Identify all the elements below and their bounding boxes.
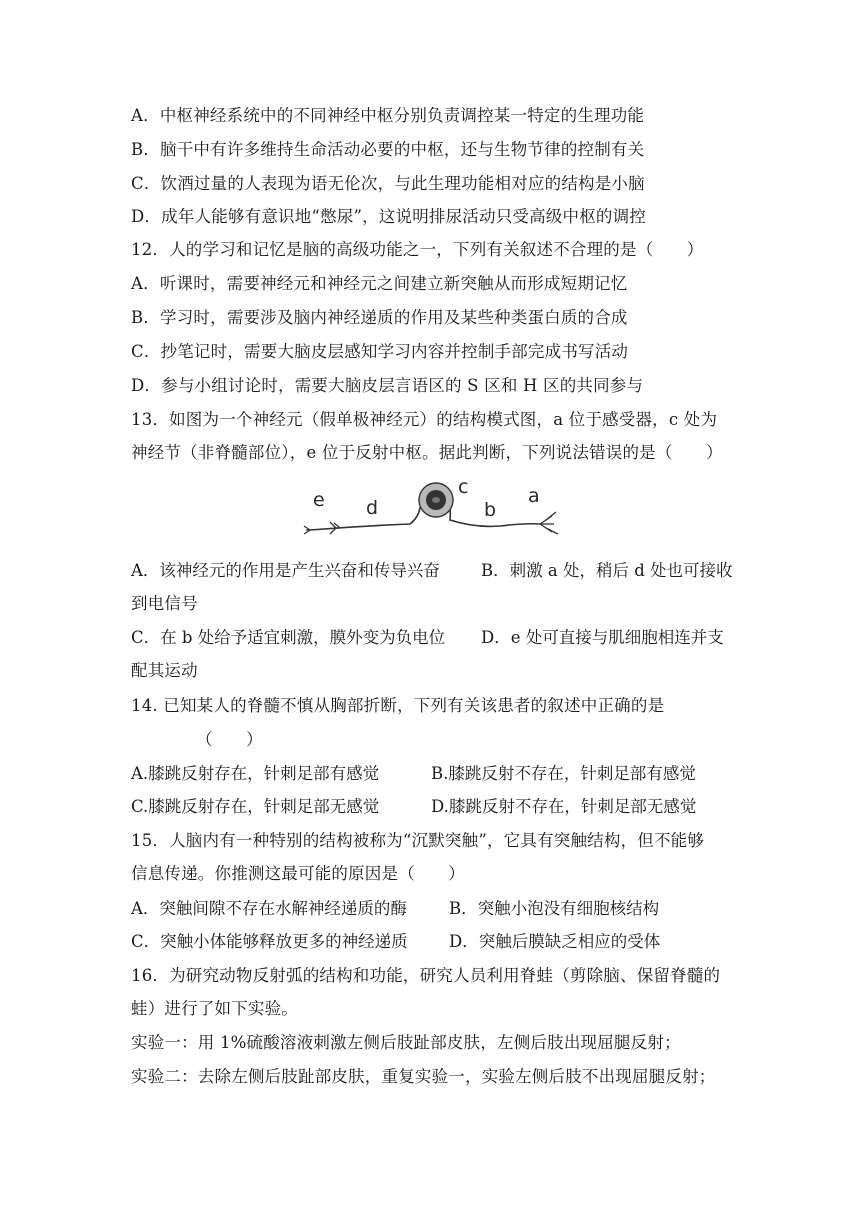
q15-option-a: A．突触间隙不存在水解神经递质的酶 bbox=[131, 899, 407, 918]
q15-row-cd bbox=[131, 932, 731, 952]
q16-stem-line1: 16．为研究动物反射弧的结构和功能，研究人员利用脊蛙（剪除脑、保留脊髓的 bbox=[131, 966, 721, 985]
q13-row-ab bbox=[131, 561, 731, 581]
q15-stem-line2: 信息传递。你推测这最可能的原因是（ ） bbox=[131, 864, 465, 883]
q15-option-b: B．突触小泡没有细胞核结构 bbox=[449, 899, 660, 918]
q15-stem-line1: 15．人脑内有一种特别的结构被称为“沉默突触”，它具有突触结构，但不能够 bbox=[131, 831, 705, 850]
q13-option-a: A．该神经元的作用是产生兴奋和传导兴奋 bbox=[131, 561, 440, 580]
q14-option-b: B.膝跳反射不存在，针刺足部有感觉 bbox=[431, 764, 696, 783]
right-receptor-endings bbox=[540, 512, 558, 534]
q13-option-b-line1: B．刺激 a 处，稍后 d 处也可接收 bbox=[481, 561, 733, 580]
q13-option-d-line1: D．e 处可直接与肌细胞相连并支 bbox=[481, 628, 724, 647]
label-d: d bbox=[366, 497, 379, 519]
q11-option-c: C．饮酒过量的人表现为语无伦次，与此生理功能相对应的结构是小脑 bbox=[131, 174, 645, 193]
q15-option-c: C．突触小体能够释放更多的神经递质 bbox=[131, 932, 408, 951]
label-e: e bbox=[313, 489, 325, 511]
q13-row-cd bbox=[131, 628, 731, 648]
label-b: b bbox=[484, 499, 497, 521]
q14-option-d: D.膝跳反射不存在，针刺足部无感觉 bbox=[431, 797, 697, 816]
q13-option-d-line2: 配其运动 bbox=[131, 661, 198, 680]
q11-option-d: D．成年人能够有意识地“憋尿”，这说明排尿活动只受高级中枢的调控 bbox=[131, 207, 646, 226]
neuron-diagram bbox=[300, 468, 570, 548]
q14-row-ab bbox=[131, 764, 731, 784]
q12-option-b: B．学习时，需要涉及脑内神经递质的作用及某些种类蛋白质的合成 bbox=[131, 308, 628, 327]
q16-experiment-1: 实验一：用 1%硫酸溶液刺激左侧后肢趾部皮肤，左侧后肢出现屈腿反射； bbox=[131, 1033, 681, 1052]
q16-experiment-2: 实验二：去除左侧后肢趾部皮肤，重复实验一，实验左侧后肢不出现屈腿反射； bbox=[131, 1067, 716, 1086]
q12-option-c: C．抄笔记时，需要大脑皮层感知学习内容并控制手部完成书写活动 bbox=[131, 342, 629, 361]
q13-option-b-line2: 到电信号 bbox=[131, 594, 198, 613]
q14-row-cd bbox=[131, 797, 731, 817]
q14-option-a: A.膝跳反射存在，针刺足部有感觉 bbox=[131, 764, 380, 783]
q15-row-ab bbox=[131, 899, 731, 919]
neuron-diagram-svg bbox=[300, 468, 570, 548]
q12-option-a: A．听课时，需要神经元和神经元之间建立新突触从而形成短期记忆 bbox=[131, 274, 628, 293]
q13-option-c: C．在 b 处给予适宜刺激，膜外变为负电位 bbox=[131, 628, 446, 647]
q13-stem-line2: 神经节（非脊髓部位），e 位于反射中枢。据此判断，下列说法错误的是（ ） bbox=[131, 443, 723, 462]
q13-stem-line1: 13．如图为一个神经元（假单极神经元）的结构模式图，a 位于感受器，c 处为 bbox=[131, 410, 718, 429]
q12-option-d: D．参与小组讨论时，需要大脑皮层言语区的 S 区和 H 区的共同参与 bbox=[131, 376, 644, 395]
q16-stem-line2: 蛙）进行了如下实验。 bbox=[131, 999, 298, 1018]
q11-option-a: A．中枢神经系统中的不同神经中枢分别负责调控某一特定的生理功能 bbox=[131, 106, 645, 125]
q12-stem: 12．人的学习和记忆是脑的高级功能之一，下列有关叙述不合理的是（ ） bbox=[131, 240, 704, 259]
nucleus-inner bbox=[432, 497, 440, 503]
label-c: c bbox=[458, 476, 469, 498]
label-a: a bbox=[528, 485, 540, 507]
q14-stem: 14. 已知某人的脊髓不慎从胸部折断，下列有关该患者的叙述中正确的是 bbox=[131, 696, 665, 715]
q14-option-c: C.膝跳反射存在，针刺足部无感觉 bbox=[131, 797, 380, 816]
q15-option-d: D．突触后膜缺乏相应的受体 bbox=[449, 932, 661, 951]
q11-option-b: B．脑干中有许多维持生命活动必要的中枢，还与生物节律的控制有关 bbox=[131, 140, 645, 159]
q14-paren: （ ） bbox=[196, 730, 263, 749]
